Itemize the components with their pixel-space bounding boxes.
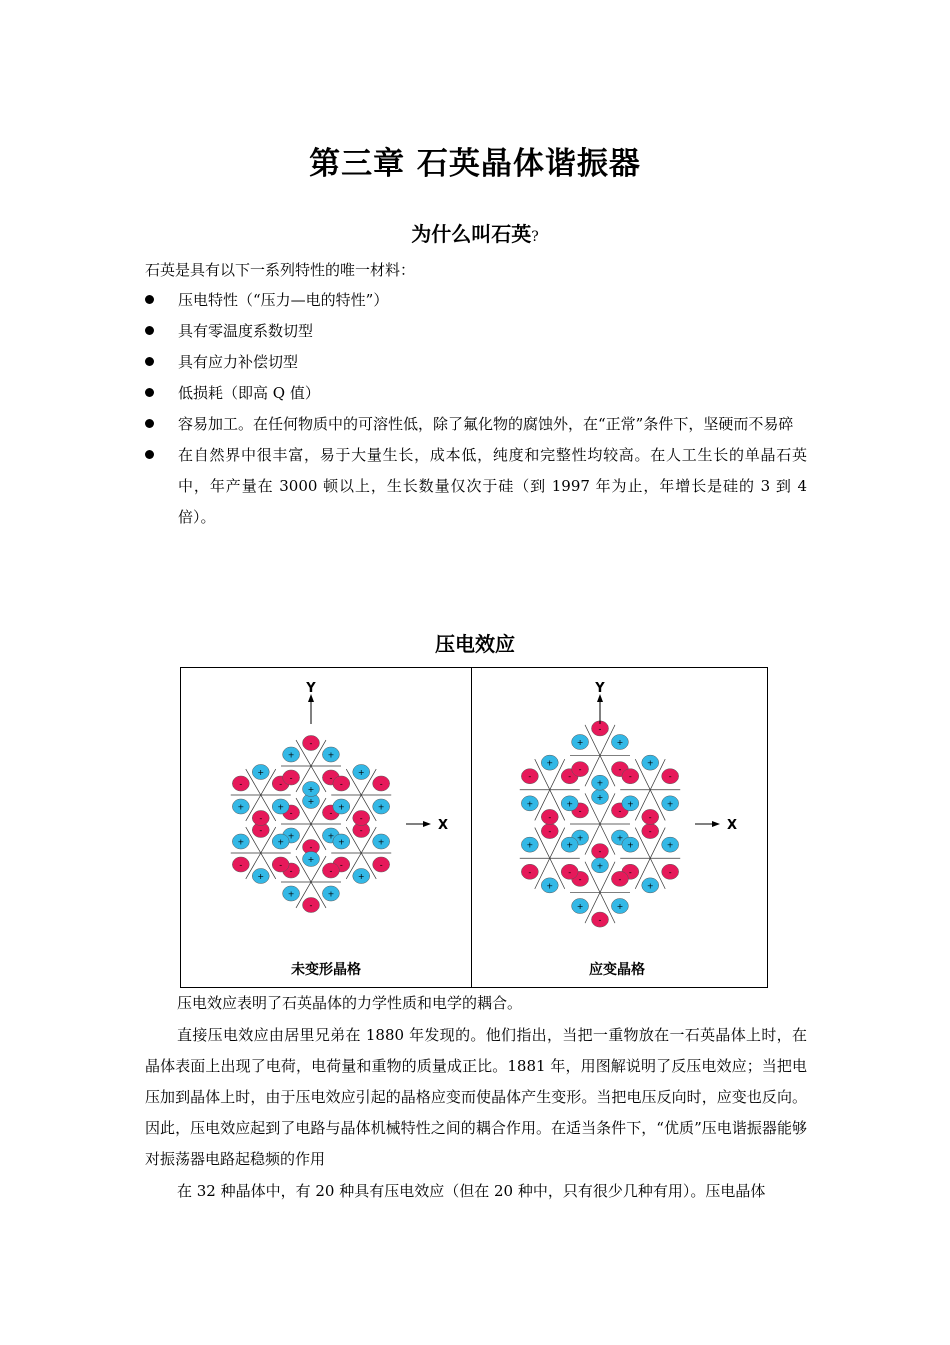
strained-lattice-diagram xyxy=(472,668,768,958)
body-paragraph: 压电效应表明了石英晶体的力学性质和电学的耦合。 xyxy=(177,994,523,1012)
ion-charge-label: - xyxy=(289,808,293,818)
ion-charge-label: - xyxy=(568,772,572,782)
ion-charge-label: + xyxy=(277,837,285,847)
ion-charge-label: - xyxy=(279,860,283,870)
ion-charge-label: + xyxy=(666,840,674,850)
ion-charge-label: - xyxy=(359,826,363,835)
undeformed-lattice-diagram xyxy=(181,668,471,958)
section-heading-piezoelectric: 压电效应 xyxy=(435,632,515,656)
ion-charge-label: - xyxy=(379,779,383,789)
ion-charge-label: - xyxy=(259,826,263,835)
ion-charge-label: - xyxy=(339,779,343,789)
ion-charge-label: + xyxy=(307,855,315,864)
ion-charge-label: + xyxy=(257,872,265,881)
list-item-text: 具有零温度系数切型 xyxy=(178,322,314,340)
strained-lattice-caption: 应变晶格 xyxy=(589,962,645,978)
ion-charge-label: + xyxy=(616,737,624,747)
ion-charge-label: + xyxy=(626,840,634,850)
ion-charge-label: - xyxy=(668,772,672,782)
ion-charge-label: - xyxy=(618,874,622,884)
ion-charge-label: - xyxy=(618,765,622,775)
list-item-text: 容易加工。在任何物质中的可溶性低，除了氟化物的腐蚀外，在“正常”条件下，坚硬而不易碎 xyxy=(178,415,794,433)
body-paragraph: 在 32 种晶体中，有 20 种具有压电效应（但在 20 种中，只有很少几种有用）。压电晶体 xyxy=(177,1182,766,1200)
strained-lattice-panel xyxy=(472,668,762,987)
ion-charge-label: + xyxy=(546,881,554,891)
section-heading-question-mark: ? xyxy=(531,229,539,245)
ion-charge-label: - xyxy=(359,814,363,823)
x-axis-arrow-icon xyxy=(423,821,431,827)
ion-charge-label: - xyxy=(548,827,552,837)
ion-charge-label: + xyxy=(566,840,574,850)
ion-charge-label: + xyxy=(546,758,554,768)
ion-charge-label: - xyxy=(309,843,313,852)
ion-charge-label: - xyxy=(598,915,602,925)
ion-charge-label: + xyxy=(596,792,604,802)
ion-charge-label: - xyxy=(339,860,343,870)
ion-charge-label: + xyxy=(576,833,584,843)
bullet-icon xyxy=(145,450,154,459)
ion-charge-label: - xyxy=(578,765,582,775)
section-heading-text: 为什么叫石英 xyxy=(411,222,532,246)
chapter-title: 第三章 石英晶体谐振器 xyxy=(309,146,641,182)
ion-charge-label: - xyxy=(648,812,652,822)
list-item-text: 具有应力补偿切型 xyxy=(178,353,299,371)
ion-charge-label: - xyxy=(598,847,602,857)
ion-charge-label: - xyxy=(289,773,293,783)
ion-charge-label: + xyxy=(277,802,285,812)
ion-charge-label: - xyxy=(379,860,383,870)
ion-charge-label: + xyxy=(596,861,604,871)
ion-charge-label: - xyxy=(259,814,263,823)
list-item xyxy=(145,316,807,347)
body-paragraph: 直接压电效应由居里兄弟在 1880 年发现的。他们指出，当把一重物放在一石英晶体上时，在晶体表面上出现了电荷，电荷量和重物的质量成正比。1881 年，用图解说明了反压电效应；当把电压加到晶体上时，由于压电效应引起的晶格应变而使晶体产生变形。当把电压反向时，应变也反向。因此，压电效应起到了电路与晶体机械特性之间的耦合作用。在适当条件下，“优质”压电谐振器能够对振荡器电路起稳频的作用 xyxy=(145,1026,807,1168)
ion-charge-label: + xyxy=(327,889,335,899)
ion-charge-label: - xyxy=(568,867,572,877)
ion-charge-label: - xyxy=(548,812,552,822)
ion-charge-label: + xyxy=(566,799,574,809)
bullet-icon xyxy=(145,388,154,397)
ion-charge-label: + xyxy=(327,831,335,841)
ion-charge-label: + xyxy=(616,902,624,912)
list-item xyxy=(145,347,807,378)
ion-charge-label: + xyxy=(626,799,634,809)
ion-charge-label: + xyxy=(337,837,345,847)
ion-charge-label: + xyxy=(307,797,315,806)
bullet-icon xyxy=(145,295,154,304)
list-item-text: 在自然界中很丰富，易于大量生长，成本低，纯度和完整性均较高。在人工生长的单晶石英中，年产量在 3000 顿以上，生长数量仅次于硅（到 1997 年为止，年增长是硅的 3 到 4 倍）。 xyxy=(178,446,807,526)
ion-charge-label: - xyxy=(528,867,532,877)
ion-charge-label: + xyxy=(337,802,345,812)
ion-charge-label: + xyxy=(616,833,624,843)
ion-charge-label: - xyxy=(289,866,293,876)
ion-charge-label: - xyxy=(309,739,313,748)
ion-charge-label: - xyxy=(329,773,333,783)
ion-charge-label: + xyxy=(526,840,534,850)
list-item xyxy=(145,440,807,533)
ion-charge-label: - xyxy=(578,806,582,816)
ion-charge-label: - xyxy=(279,779,283,789)
bullet-icon xyxy=(145,419,154,428)
ion-charge-label: + xyxy=(287,831,295,841)
undeformed-lattice-panel xyxy=(181,668,471,987)
ion-charge-label: + xyxy=(596,778,604,788)
bullet-icon xyxy=(145,326,154,335)
ion-charge-label: - xyxy=(239,860,243,870)
ion-charge-label: + xyxy=(327,750,335,760)
ion-charge-label: - xyxy=(618,806,622,816)
property-list xyxy=(145,285,807,533)
x-axis-label: X xyxy=(726,818,738,833)
ion-charge-label: + xyxy=(237,802,245,812)
crystal-lattice-figure xyxy=(180,667,768,988)
ion-charge-label: - xyxy=(309,901,313,910)
ion-charge-label: - xyxy=(528,772,532,782)
ion-charge-label: + xyxy=(357,768,365,777)
list-item xyxy=(145,409,807,440)
ion-charge-label: + xyxy=(666,799,674,809)
ion-charge-label: - xyxy=(598,724,602,734)
list-item xyxy=(145,285,807,316)
ion-charge-label: - xyxy=(239,779,243,789)
ion-charge-label: + xyxy=(287,889,295,899)
list-item-text: 低损耗（即高 Q 值） xyxy=(178,384,320,402)
ion-charge-label: + xyxy=(257,768,265,777)
ion-charge-label: - xyxy=(648,827,652,837)
ion-charge-label: + xyxy=(357,872,365,881)
ion-charge-label: + xyxy=(287,750,295,760)
ion-charge-label: - xyxy=(628,772,632,782)
ion-charge-label: + xyxy=(237,837,245,847)
x-axis-arrow-icon xyxy=(712,821,720,827)
ion-charge-label: + xyxy=(576,737,584,747)
section-heading-why-quartz xyxy=(0,218,950,247)
intro-paragraph: 石英是具有以下一系列特性的唯一材料： xyxy=(145,261,416,279)
list-item-text: 压电特性（“压力—电的特性”） xyxy=(178,291,389,309)
ion-charge-label: - xyxy=(628,867,632,877)
ion-charge-label: + xyxy=(377,837,385,847)
ion-charge-label: + xyxy=(377,802,385,812)
ion-charge-label: + xyxy=(307,785,315,794)
ion-charge-label: + xyxy=(576,902,584,912)
undeformed-lattice-caption: 未变形晶格 xyxy=(291,962,361,978)
bullet-icon xyxy=(145,357,154,366)
ion-charge-label: - xyxy=(329,808,333,818)
ion-charge-label: - xyxy=(578,874,582,884)
y-axis-label: Y xyxy=(306,681,316,696)
list-item xyxy=(145,378,807,409)
ion-charge-label: + xyxy=(646,881,654,891)
ion-charge-label: + xyxy=(646,758,654,768)
x-axis-label: X xyxy=(437,818,449,833)
ion-charge-label: - xyxy=(329,866,333,876)
y-axis-label: Y xyxy=(595,681,605,696)
ion-charge-label: - xyxy=(668,867,672,877)
ion-charge-label: + xyxy=(526,799,534,809)
